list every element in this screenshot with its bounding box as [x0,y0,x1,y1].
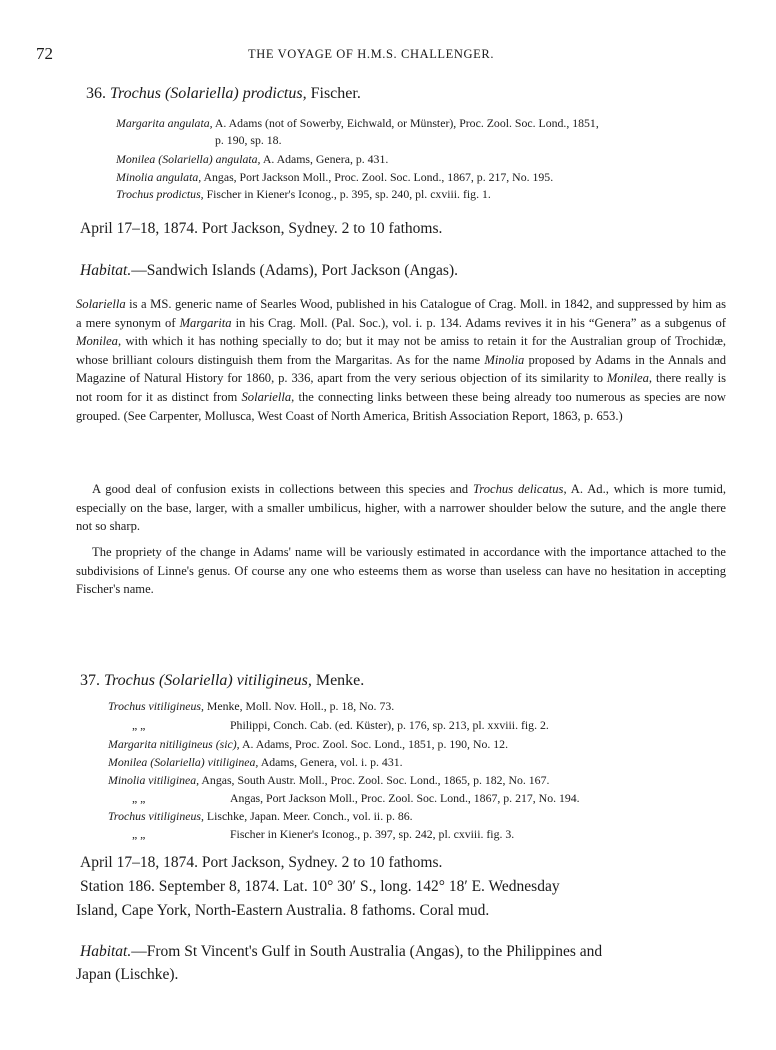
synonym-reference: Fischer in Kiener's Iconog., p. 395, sp. 240, pl. cxviii. fig. 1. [206,187,491,201]
text-run: A good deal of confusion exists in collections between this species and [92,482,473,496]
synonym-name: Monilea (Solariella) vitiliginea, [108,755,259,769]
synonym-line [116,170,553,185]
species-heading-37 [80,672,364,690]
station-line-continued: Island, Cape York, North-Eastern Australia. 8 fathoms. Coral mud. [76,902,490,919]
synonym-line [108,809,413,824]
species-author: Menke. [315,672,365,689]
synonym-line [116,116,599,131]
synonym-reference: Adams, Genera, vol. i. p. 431. [260,755,403,769]
synonym-name: Monilea (Solariella) angulata, [116,152,261,166]
synonym-line [132,791,580,806]
text-run: in his Crag. Moll. (Pal. Soc.), vol. i. p. 134. Adams revives it in his “Genera” as a subgenus of [231,315,726,330]
habitat-label: Habitat. [80,262,132,279]
synonym-reference: p. 190, sp. 18. [215,133,282,147]
text-run: is a MS. generic name of Searles Wood, published in his Catalogue of Crag. Moll. in 1842, and suppressed by him as a mere synonym of [76,297,726,330]
synonym-line [132,718,549,733]
synonym-reference: Angas, Port Jackson Moll., Proc. Zool. Soc. Lond., 1867, p. 217, No. 194. [230,791,580,805]
habitat-text: —From St Vincent's Gulf in South Australia (Angas), to the Philippines and [131,943,603,960]
synonym-name: Margarita nitiligineus (sic), [108,737,240,751]
synonym-reference: A. Adams, Genera, p. 431. [262,152,389,166]
synonym-name: Minolia vitiliginea, [108,773,200,787]
genus-name: Monilea [606,371,649,386]
synonym-line [108,737,508,752]
synonym-line [108,773,549,788]
genus-name: Margarita [179,315,232,330]
species-number: 37. [80,672,100,689]
ditto-marks: „ „ [132,791,146,805]
synonym-name: Trochus vitiligineus, [108,809,204,823]
habitat-line [80,943,602,961]
synonym-name: Trochus prodictus, [116,187,204,201]
station-line: April 17–18, 1874. Port Jackson, Sydney. 2 to 10 fathoms. [80,854,443,871]
species-name: Trochus (Solariella) vitiligineus, [104,672,312,689]
species-number: 36. [86,85,106,102]
habitat-label: Habitat. [80,943,132,960]
genus-name: Minolia [484,352,525,367]
synonym-line-continued [215,133,282,148]
habitat-line-continued: Japan (Lischke). [76,966,179,983]
synonym-reference: Lischke, Japan. Meer. Conch., vol. ii. p. 86. [206,809,413,823]
species-name-inline: Trochus delicatus [472,482,564,496]
ditto-marks: „ „ [132,827,146,841]
synonym-line [108,755,403,770]
synonym-name: Trochus vitiligineus, [108,699,204,713]
genus-name: Monilea [76,334,118,349]
synonym-reference: Angas, South Austr. Moll., Proc. Zool. Soc. Lond., 1865, p. 182, No. 167. [201,773,550,787]
paragraph-solariella [76,295,726,425]
synonym-reference: Fischer in Kiener's Iconog., p. 397, sp. 242, pl. cxviii. fig. 3. [230,827,515,841]
species-heading-36 [86,85,361,103]
genus-name: Solariella [241,389,292,404]
species-author: Fischer. [310,85,361,102]
synonym-line [116,187,491,202]
text-run: , A. Ad., which is more tumid, especially on the base, larger, with a smaller umbilicus, higher, with a narrower shoulder below the suture, and the angle there not so sharp. [76,482,726,534]
synonym-line [132,827,514,842]
paragraph-confusion [76,480,726,536]
running-title: THE VOYAGE OF H.M.S. CHALLENGER. [248,47,495,61]
synonym-reference: Menke, Moll. Nov. Holl., p. 18, No. 73. [206,699,395,713]
station-line: Station 186. September 8, 1874. Lat. 10° 30′ S., long. 142° 18′ E. Wednesday [80,878,560,895]
text-run: , there really is not room for it as distinct from [76,371,726,404]
species-name: Trochus (Solariella) prodictus, [110,85,307,102]
synonym-name: Minolia angulata, [116,170,202,184]
synonym-line [108,699,394,714]
text-run: , the connecting links between these being already too numerous as species are now grouped. (See Carpenter, Mollusca, West Coast of North America, British Association Report, 1863, p. 653.) [76,389,726,423]
synonym-reference: A. Adams (not of Sowerby, Eichwald, or Münster), Proc. Zool. Soc. Lond., 1851, [214,116,599,130]
synonym-reference: Philippi, Conch. Cab. (ed. Küster), p. 176, sp. 213, pl. xxviii. fig. 2. [230,718,549,732]
text-run: proposed by Adams in the Annals and Magazine of Natural History for 1860, p. 336, apart from the very serious objection of its similarity to [76,352,726,386]
synonym-reference: Angas, Port Jackson Moll., Proc. Zool. Soc. Lond., 1867, p. 217, No. 195. [203,170,554,184]
synonym-reference: A. Adams, Proc. Zool. Soc. Lond., 1851, p. 190, No. 12. [241,737,509,751]
ditto-marks: „ „ [132,718,146,732]
page-header [36,44,740,64]
paragraph-propriety: The propriety of the change in Adams' name will be variously estimated in accordance with the importance attached to the subdivisions of Linne's genus. Of course any one who esteems them as worse than useless can have no hesitation in accepting Fischer's name. [76,545,726,597]
text-run: , with which it has nothing specially to do; but it may not be amiss to retain it for the Australian group of Trochidæ, whose brilliant colours distinguish them from the Margaritas. As for the name [76,334,726,367]
genus-name: Solariella [76,297,126,311]
station-line: April 17–18, 1874. Port Jackson, Sydney. 2 to 10 fathoms. [80,220,443,237]
synonym-name: Margarita angulata, [116,116,213,130]
habitat-line [80,262,458,280]
page-number: 72 [36,44,53,63]
habitat-text: —Sandwich Islands (Adams), Port Jackson (Angas). [131,262,458,279]
synonym-line [116,152,388,167]
